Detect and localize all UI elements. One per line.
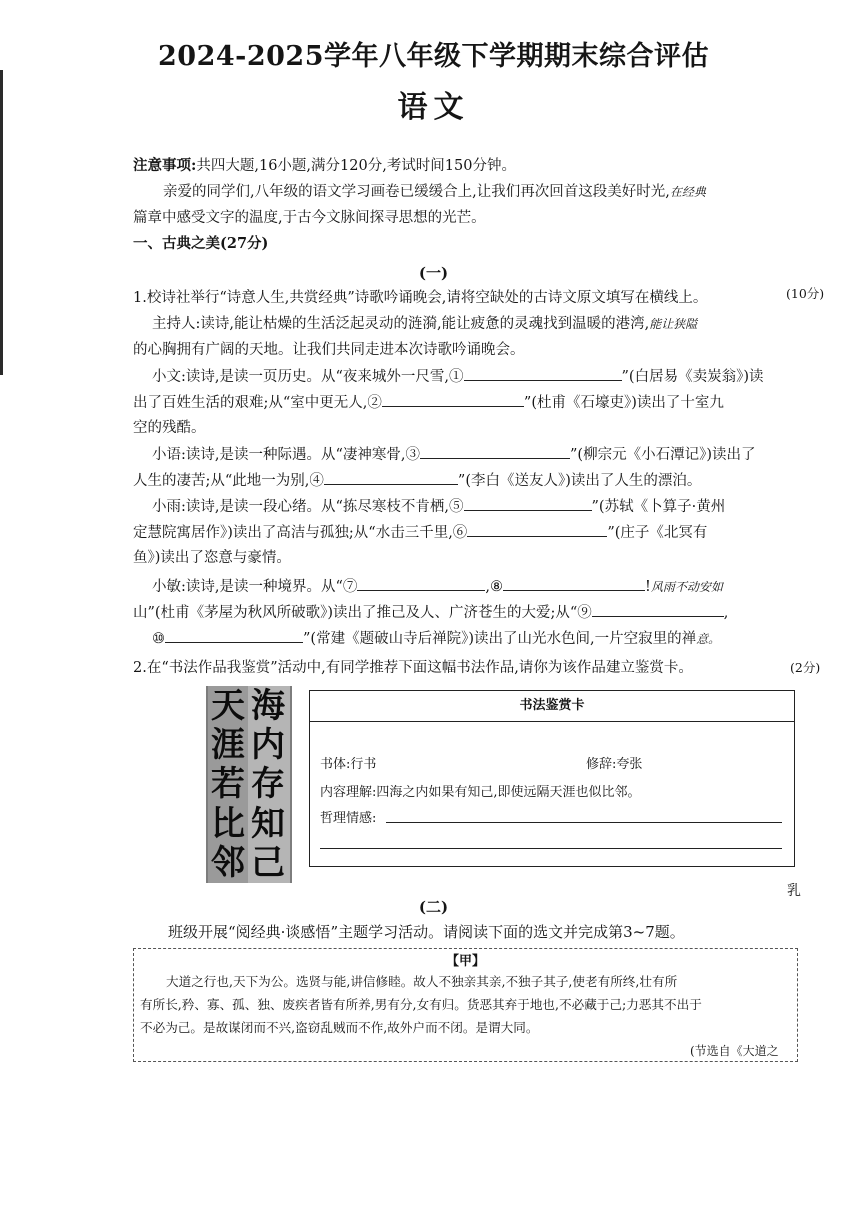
host-line-1: [152, 314, 697, 334]
calligraphy-right-column: [246, 686, 290, 883]
blank-8-input[interactable]: [503, 576, 645, 591]
notice-line: [133, 156, 516, 176]
xiaomin-text-e: ,: [723, 605, 729, 621]
passage-line-1: 大道之行也,天下为公。选贤与能,讲信修睦。故人不独亲其亲,不独子其子,使老有所终,壮有所: [166, 974, 678, 989]
q2-score: (2分): [790, 660, 821, 675]
intro-handwriting: 在经典: [669, 185, 706, 199]
blank-7-input[interactable]: [357, 576, 485, 591]
calligraphy-char: 内: [251, 725, 285, 766]
xiaowen-text-a: 小文:读诗,是读一页历史。从“夜来城外一尺雪,①: [152, 369, 464, 385]
section-1-title: 一、古典之美(27分): [133, 235, 269, 252]
q2-stem: 2.在“书法作品我鉴赏”活动中,有同学推荐下面这幅书法作品,请你为该作品建立鉴赏卡。: [133, 660, 693, 676]
subject-title: 语文: [397, 90, 470, 125]
xiaomin-text-c: !: [645, 579, 651, 595]
calligraphy-left-column: [208, 686, 248, 883]
part-2-number: (二): [418, 898, 449, 916]
q1-stem: [133, 288, 707, 308]
calligraphy-char: 邻: [211, 843, 245, 884]
exam-title: 2024-2025学年八年级下学期期末综合评估: [158, 41, 709, 72]
blank-9-input[interactable]: [592, 602, 724, 617]
xiaowen-line-2: [133, 392, 724, 413]
blank-6-input[interactable]: [467, 522, 607, 537]
xiaoyu2-line-2: [133, 522, 707, 543]
intro-line-2: 篇章中感受文字的温度,于古今文脉间探寻思想的光芒。: [133, 210, 486, 226]
blank-10-input[interactable]: [165, 628, 303, 643]
calligraphy-char: 涯: [211, 725, 245, 766]
xiaomin-line-1: [152, 576, 723, 597]
xiaowen-text-b: ”(白居易《卖炭翁》)读: [621, 369, 764, 385]
xiaowen-text-c: 出了百姓生活的艰难;从“室中更无人,②: [133, 395, 382, 411]
xiaoyu2-text-d: ”(庄子《北冥有: [607, 525, 708, 541]
calligraphy-char: 天: [211, 685, 245, 726]
calligraphy-char: 比: [211, 803, 245, 844]
handwritten-mark: 乳: [787, 883, 801, 899]
xiaowen-text-d: ”(杜甫《石壕吏》)读出了十室九: [523, 395, 724, 411]
xiaoyu-text-a: 小语:读诗,是读一种际遇。从“凄神寒骨,③: [152, 447, 421, 463]
calligraphy-char: 知: [251, 803, 285, 844]
calligraphy-char: 海: [251, 685, 285, 726]
xiaomin-handwriting: 风雨不动安如: [650, 580, 723, 594]
appreciation-card: [309, 690, 795, 867]
emotion-answer-line-2[interactable]: [320, 848, 782, 849]
calligraphy-char: 若: [211, 764, 245, 805]
xiaoyu2-text-c: 定慧院寓居作》)读出了高洁与孤独;从“水击三千里,⑥: [133, 525, 468, 541]
xiaomin-text-a: 小敏:读诗,是读一种境界。从“⑦: [152, 579, 358, 595]
card-content: 内容理解:四海之内如果有知己,即使远隔天涯也似比邻。: [320, 785, 641, 800]
xiaoyu-text-c: 人生的凄苦;从“此地一为别,④: [133, 473, 324, 489]
emotion-answer-line-1[interactable]: [386, 822, 782, 823]
intro-text-1: 亲爱的同学们,八年级的语文学习画卷已缓缓合上,让我们再次回首这段美好时光,: [163, 184, 670, 200]
xiaoyu-text-b: ”(柳宗元《小石潭记》)读出了: [570, 447, 756, 463]
passage-line-2: 有所长,矜、寡、孤、独、废疾者皆有所养,男有分,女有归。货恶其弃于地也,不必藏于己;力恶其不出于: [140, 997, 702, 1012]
xiaowen-line-3: 空的残酷。: [133, 420, 206, 436]
xiaomin-text-g: ”(常建《题破山寺后禅院》)读出了山光水色间,一片空寂里的禅: [303, 631, 697, 647]
calligraphy-char: 存: [251, 764, 285, 805]
passage-line-3: 不必为己。是故谋闭而不兴,盗窃乱贼而不作,故外户而不闭。是谓大同。: [140, 1020, 539, 1035]
xiaomin-text-f: ⑩: [152, 631, 165, 647]
xiaoyu-line-2: [133, 470, 701, 491]
xiaoyu-text-d: ”(李白《送友人》)读出了人生的漂泊。: [457, 473, 702, 489]
q1-score: (10分): [786, 286, 825, 301]
passage-box: [133, 948, 798, 1062]
card-title: 书法鉴赏卡: [310, 691, 794, 722]
card-rhetoric: 修辞:夸张: [586, 757, 643, 772]
xiaoyu2-line-3: 鱼》)读出了恣意与豪情。: [133, 550, 291, 566]
blank-5-input[interactable]: [464, 496, 592, 511]
part-1-number: (一): [418, 264, 449, 282]
blank-4-input[interactable]: [324, 470, 458, 485]
xiaoyu-line-1: [152, 444, 756, 465]
q1-stem-text: 1.校诗社举行“诗意人生,共赏经典”诗歌吟诵晚会,请将空缺处的古诗文原文填写在横线上。: [133, 290, 708, 306]
blank-2-input[interactable]: [382, 392, 524, 407]
card-style: 书体:行书: [320, 757, 377, 772]
xiaoyu2-text-b: ”(苏轼《卜算子·黄州: [591, 499, 726, 515]
part-2-instruction: 班级开展“阅经典·谈感悟”主题学习活动。请阅读下面的选文并完成第3~7题。: [168, 923, 685, 941]
calligraphy-image: [206, 686, 292, 883]
xiaomin-line-3: [152, 628, 720, 649]
notice-label: 注意事项:: [133, 157, 197, 174]
intro-line-1: [163, 182, 706, 202]
blank-3-input[interactable]: [420, 444, 570, 459]
xiaowen-line-1: [152, 366, 764, 387]
blank-1-input[interactable]: [464, 366, 622, 381]
passage-label: 【甲】: [445, 954, 485, 969]
card-emotion-label: 哲理情感:: [320, 811, 377, 826]
xiaomin-text-b: ,⑧: [485, 579, 504, 595]
host-line-2: 的心胸拥有广阔的天地。让我们共同走进本次诗歌吟诵晚会。: [133, 342, 525, 358]
xiaomin-line-2: [133, 602, 728, 623]
xiaoyu2-line-1: [152, 496, 725, 517]
calligraphy-char: 己: [251, 843, 285, 884]
host-handwriting: 能让狭隘: [649, 317, 698, 331]
xiaoyu2-text-a: 小雨:读诗,是读一段心绪。从“拣尽寒枝不肯栖,⑤: [152, 499, 464, 515]
xiaomin-text-d: 山”(杜甫《茅屋为秋风所破歌》)读出了推己及人、广济苍生的大爱;从“⑨: [133, 605, 592, 621]
xiaomin-handwriting-2: 意。: [696, 632, 721, 646]
passage-source: (节选自《大道之: [690, 1044, 779, 1058]
notice-text: 共四大题,16小题,满分120分,考试时间150分钟。: [196, 158, 516, 174]
host-text-a: 主持人:读诗,能让枯燥的生活泛起灵动的涟漪,能让疲惫的灵魂找到温暖的港湾,: [152, 316, 650, 332]
